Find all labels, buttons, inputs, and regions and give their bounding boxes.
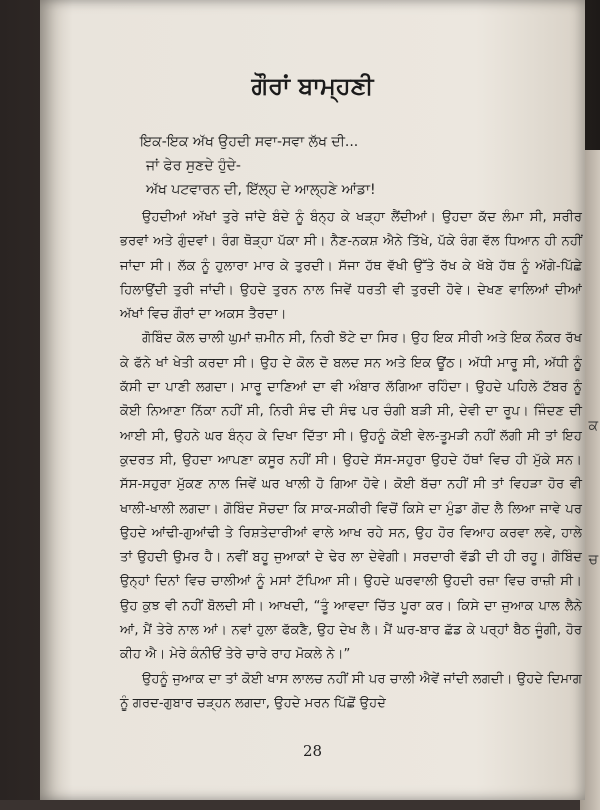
verse-line: ਜਾਂ ਫੇਰ ਸੁਣਦੇ ਹੁੰਦੇ-: [146, 158, 241, 174]
book-page: [40, 0, 585, 800]
verse-line: ਇਕ-ਇਕ ਅੱਖ ਉਹਦੀ ਸਵਾ-ਸਵਾ ਲੱਖ ਦੀ...: [140, 134, 359, 150]
verse-line: ਅੱਖ ਪਟਵਾਰਨ ਦੀ, ਇੱਲ੍ਹ ਦੇ ਆਲ੍ਹਣੇ ਆਂਡਾ!: [146, 182, 376, 198]
paragraph: ਉਹਦੀਆਂ ਅੱਖਾਂ ਤੁਰੇ ਜਾਂਦੇ ਬੰਦੇ ਨੂੰ ਬੰਨ੍ਹ ਕੇ ਖੜ੍ਹਾ ਲੈਂਦੀਆਂ। ਉਹਦਾ ਕੱਦ ਲੰਮਾ ਸੀ, ਸਰੀਰ ਭਰਵਾਂ ਅਤੇ ਗੁੰਦਵਾਂ। ਰੰਗ ਥੋੜ੍ਹਾ ਪੱਕਾ ਸੀ। ਨੈਣ-ਨਕਸ਼ ਐਨੇ ਤਿੱਖੇ, ਪੱਕੇ ਰੰਗ ਵੱਲ ਧਿਆਨ ਹੀ ਨਹੀਂ ਜਾਂਦਾ ਸੀ। ਲੱਕ ਨੂੰ ਹੁਲਾਰਾ ਮਾਰ ਕੇ ਤੁਰਦੀ। ਸੱਜਾ ਹੱਥ ਵੱਖੀ ਉੱਤੇ ਰੱਖ ਕੇ ਖੱਬੇ ਹੱਥ ਨੂੰ ਅੱਗੇ-ਪਿੱਛੇ ਹਿਲਾਉਂਦੀ ਤੁਰੀ ਜਾਂਦੀ। ਉਹਦੇ ਤੁਰਨ ਨਾਲ ਜਿਵੇਂ ਧਰਤੀ ਵੀ ਤੁਰਦੀ ਹੋਵੇ। ਦੇਖਣ ਵਾਲਿਆਂ ਦੀਆਂ ਅੱਖਾਂ ਵਿਚ ਗੌਰਾਂ ਦਾ ਅਕਸ ਤੈਰਦਾ।: [120, 210, 582, 323]
chapter-title: ਗੌਰਾਂ ਬਾਮ੍ਹਣੀ: [251, 72, 374, 100]
margin-char-1: ਕ: [588, 418, 598, 434]
paragraph: ਉਹਨੂੰ ਜੁਆਕ ਦਾ ਤਾਂ ਕੋਈ ਖਾਸ ਲਾਲਚ ਨਹੀਂ ਸੀ ਪਰ ਚਾਲੀ ਐਵੇਂ ਜਾਂਦੀ ਲਗਦੀ। ਉਹਦੇ ਦਿਮਾਗ ਨੂੰ ਗਰਦ-ਗੁਬਾਰ ਚੜ੍ਹਨ ਲਗਦਾ, ਉਹਦੇ ਮਰਨ ਪਿੱਛੋਂ ਉਹਦੇ: [120, 671, 582, 711]
margin-char-2: ਚ: [588, 552, 598, 568]
opening-verse: [140, 130, 376, 202]
body-text: [120, 206, 582, 716]
paragraph: ਗੋਬਿੰਦ ਕੋਲ ਚਾਲੀ ਘੁਮਾਂ ਜ਼ਮੀਨ ਸੀ, ਨਿਰੀ ਝੋਟੇ ਦਾ ਸਿਰ। ਉਹ ਇਕ ਸੀਰੀ ਅਤੇ ਇਕ ਨੌਕਰ ਰੱਖ ਕੇ ਫੱਨੇ ਖਾਂ ਖੇਤੀ ਕਰਦਾ ਸੀ। ਉਹ ਦੇ ਕੋਲ ਦੋ ਬਲਦ ਸਨ ਅਤੇ ਇਕ ਊਂਠ। ਅੱਧੀ ਮਾਰੂ ਸੀ, ਅੱਧੀ ਨੂੰ ਕੱਸੀ ਦਾ ਪਾਣੀ ਲਗਦਾ। ਮਾਰੂ ਦਾਣਿਆਂ ਦਾ ਵੀ ਅੰਬਾਰ ਲੱਗਿਆ ਰਹਿੰਦਾ। ਉਹਦੇ ਪਹਿਲੇ ਟੱਬਰ ਨੂੰ ਕੋਈ ਨਿਆਣਾ ਨਿੱਕਾ ਨਹੀਂ ਸੀ, ਨਿਰੀ ਸੰਢ ਦੀ ਸੰਢ ਪਰ ਚੰਗੀ ਬੜੀ ਸੀ, ਦੇਵੀ ਦਾ ਰੂਪ। ਜਿੰਦਣ ਦੀ ਆਈ ਸੀ, ਉਹਨੇ ਘਰ ਬੰਨ੍ਹ ਕੇ ਦਿਖਾ ਦਿੱਤਾ ਸੀ। ਉਹਨੂੰ ਕੋਈ ਵੇਲ-ਤੂਮੜੀ ਨਹੀਂ ਲੱਗੀ ਸੀ ਤਾਂ ਇਹ ਕੁਦਰਤ ਸੀ, ਉਹਦਾ ਆਪਣਾ ਕਸੂਰ ਨਹੀਂ ਸੀ। ਉਹਦੇ ਸੱਸ-ਸਹੁਰਾ ਉਹਦੇ ਹੱਥਾਂ ਵਿਚ ਹੀ ਮੁੱਕੇ ਸਨ। ਸੱਸ-ਸਹੁਰਾ ਮੁੱਕਣ ਨਾਲ ਜਿਵੇਂ ਘਰ ਖਾਲੀ ਹੋ ਗਿਆ ਹੋਵੇ। ਕੋਈ ਬੱਚਾ ਨਹੀਂ ਸੀ ਤਾਂ ਵਿਹੜਾ ਹੋਰ ਵੀ ਖਾਲੀ-ਖਾਲੀ ਲਗਦਾ। ਗੋਬਿੰਦ ਸੋਚਦਾ ਕਿ ਸਾਕ-ਸਕੀਰੀ ਵਿਚੋਂ ਕਿਸੇ ਦਾ ਮੁੰਡਾ ਗੋਦ ਲੈ ਲਿਆ ਜਾਵੇ ਪਰ ਉਹਦੇ ਆਂਢੀ-ਗੁਆਂਢੀ ਤੇ ਰਿਸ਼ਤੇਦਾਰੀਆਂ ਵਾਲੇ ਆਖ ਰਹੇ ਸਨ, ਉਹ ਹੋਰ ਵਿਆਹ ਕਰਵਾ ਲਵੇ, ਹਾਲੇ ਤਾਂ ਉਹਦੀ ਉਮਰ ਹੈ। ਨਵੀਂ ਬਹੂ ਜੁਆਕਾਂ ਦੇ ਢੇਰ ਲਾ ਦੇਵੇਗੀ। ਸਰਦਾਰੀ ਵੱਡੀ ਦੀ ਹੀ ਰਹੂ। ਗੋਬਿੰਦ ਉਨ੍ਹਾਂ ਦਿਨਾਂ ਵਿਚ ਚਾਲੀਆਂ ਨੂੰ ਮਸਾਂ ਟੱਪਿਆ ਸੀ। ਉਹਦੇ ਘਰਵਾਲੀ ਉਹਦੀ ਰਜ਼ਾ ਵਿਚ ਰਾਜ਼ੀ ਸੀ। ਉਹ ਕੁਝ ਵੀ ਨਹੀਂ ਬੋਲਦੀ ਸੀ। ਆਖਦੀ, “ਤੂੰ ਆਵਦਾ ਚਿੱਤ ਪੂਰਾ ਕਰ। ਕਿਸੇ ਦਾ ਜੁਆਕ ਪਾਲ ਲੈਨੇ ਆਂ, ਮੈਂ ਤੇਰੇ ਨਾਲ ਆਂ। ਨਵਾਂ ਹੁਲਾ ਫੱਕਣੈ, ਉਹ ਦੇਖ ਲੈ। ਮੈਂ ਘਰ-ਬਾਰ ਛੱਡ ਕੇ ਪਰ੍ਹਾਂ ਬੈਠ ਜੂੰਗੀ, ਹੋਰ ਕੀਹ ਐ। ਮੇਰੇ ਕੰਨੀਓਂ ਤੇਰੇ ਚਾਰੇ ਰਾਹ ਮੋਕਲੇ ਨੇ।”: [120, 331, 582, 663]
page-number: 28: [302, 742, 323, 760]
